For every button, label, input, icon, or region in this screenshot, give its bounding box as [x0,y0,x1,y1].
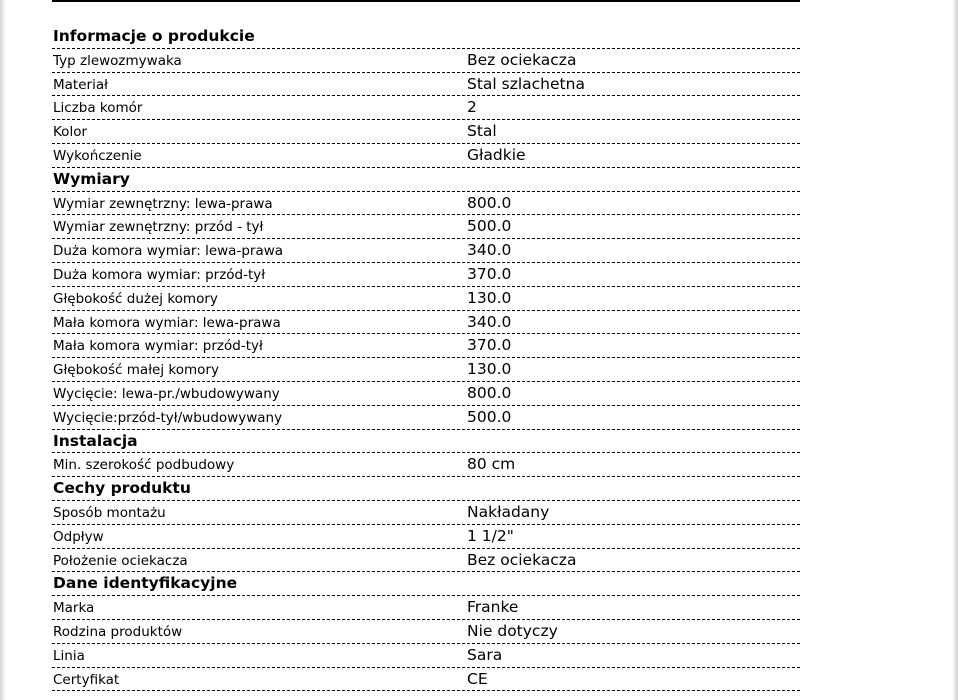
spec-value: 2 [467,98,477,117]
section-heading: Cechy produktu [52,477,800,501]
spec-name: Sposób montażu [53,504,166,521]
spec-value: Sara [467,645,503,664]
spec-row [52,358,800,382]
spec-value: 800.0 [467,193,512,212]
section-heading: Instalacja [52,430,800,454]
spec-row [52,73,800,97]
spec-name: Certyfikat [53,671,120,688]
spec-row [52,453,800,477]
top-rule [52,0,800,2]
spec-row [52,287,800,311]
spec-value: Nakładany [467,502,550,521]
spec-name: Kolor [53,124,88,141]
spec-value: 1 1/2" [467,526,514,545]
spec-row [52,49,800,73]
spec-name: Głębokość małej komory [53,362,219,379]
spec-name: Wycięcie:przód-tył/wbudowywany [53,409,283,426]
spec-value: Gładkie [467,145,526,164]
spec-row [52,501,800,525]
spec-name: Mała komora wymiar: przód-tył [53,338,263,355]
spec-value: Nie dotyczy [467,621,558,640]
spec-value: 370.0 [467,264,512,283]
spec-row [52,120,800,144]
spec-row [52,144,800,168]
spec-row [52,215,800,239]
spec-row [52,668,800,692]
spec-name: Odpływ [53,528,104,545]
spec-name: Wycięcie: lewa-pr./wbudowywany [53,385,280,402]
spec-row [52,644,800,668]
spec-row [52,239,800,263]
spec-value: Stal [467,122,497,141]
spec-value: 130.0 [467,288,512,307]
section-heading: Dane identyfikacyjne [52,572,800,596]
spec-value: Stal szlachetna [467,74,585,93]
spec-value: 500.0 [467,217,512,236]
spec-value: 130.0 [467,360,512,379]
page-left-border [0,0,5,700]
spec-value: 340.0 [467,241,512,260]
spec-name: Głębokość dużej komory [53,290,218,307]
spec-value: Bez ociekacza [467,50,577,69]
section-heading: Wymiary [52,168,800,192]
spec-value: 800.0 [467,383,512,402]
spec-row [52,263,800,287]
spec-row [52,334,800,358]
spec-row [52,406,800,430]
spec-row [52,596,800,620]
page-right-border [953,0,958,700]
section-heading: Informacje o produkcie [52,25,800,49]
spec-name: Położenie ociekacza [53,552,188,569]
spec-row [52,525,800,549]
spec-row [52,192,800,216]
spec-value: Franke [467,598,519,617]
spec-name: Duża komora wymiar: przód-tył [53,266,266,283]
spec-name: Materiał [53,76,108,93]
spec-row [52,382,800,406]
spec-value: Bez ociekacza [467,550,577,569]
spec-name: Rodzina produktów [53,623,183,640]
product-spec-table [52,25,800,691]
spec-name: Duża komora wymiar: lewa-prawa [53,243,284,260]
spec-value: 500.0 [467,407,512,426]
spec-value: CE [467,669,488,688]
spec-name: Linia [53,647,85,664]
spec-value: 370.0 [467,336,512,355]
spec-value: 340.0 [467,312,512,331]
spec-name: Mała komora wymiar: lewa-prawa [53,314,281,331]
spec-name: Wykończenie [53,147,142,164]
spec-value: 80 cm [467,455,516,474]
spec-name: Typ zlewozmywaka [53,52,182,69]
spec-name: Min. szerokość podbudowy [53,457,235,474]
spec-name: Wymiar zewnętrzny: przód - tył [53,219,264,236]
spec-row [52,549,800,573]
spec-name: Wymiar zewnętrzny: lewa-prawa [53,195,273,212]
spec-row [52,311,800,335]
spec-row [52,96,800,120]
spec-row [52,620,800,644]
spec-name: Liczba komór [53,100,143,117]
spec-name: Marka [53,600,95,617]
